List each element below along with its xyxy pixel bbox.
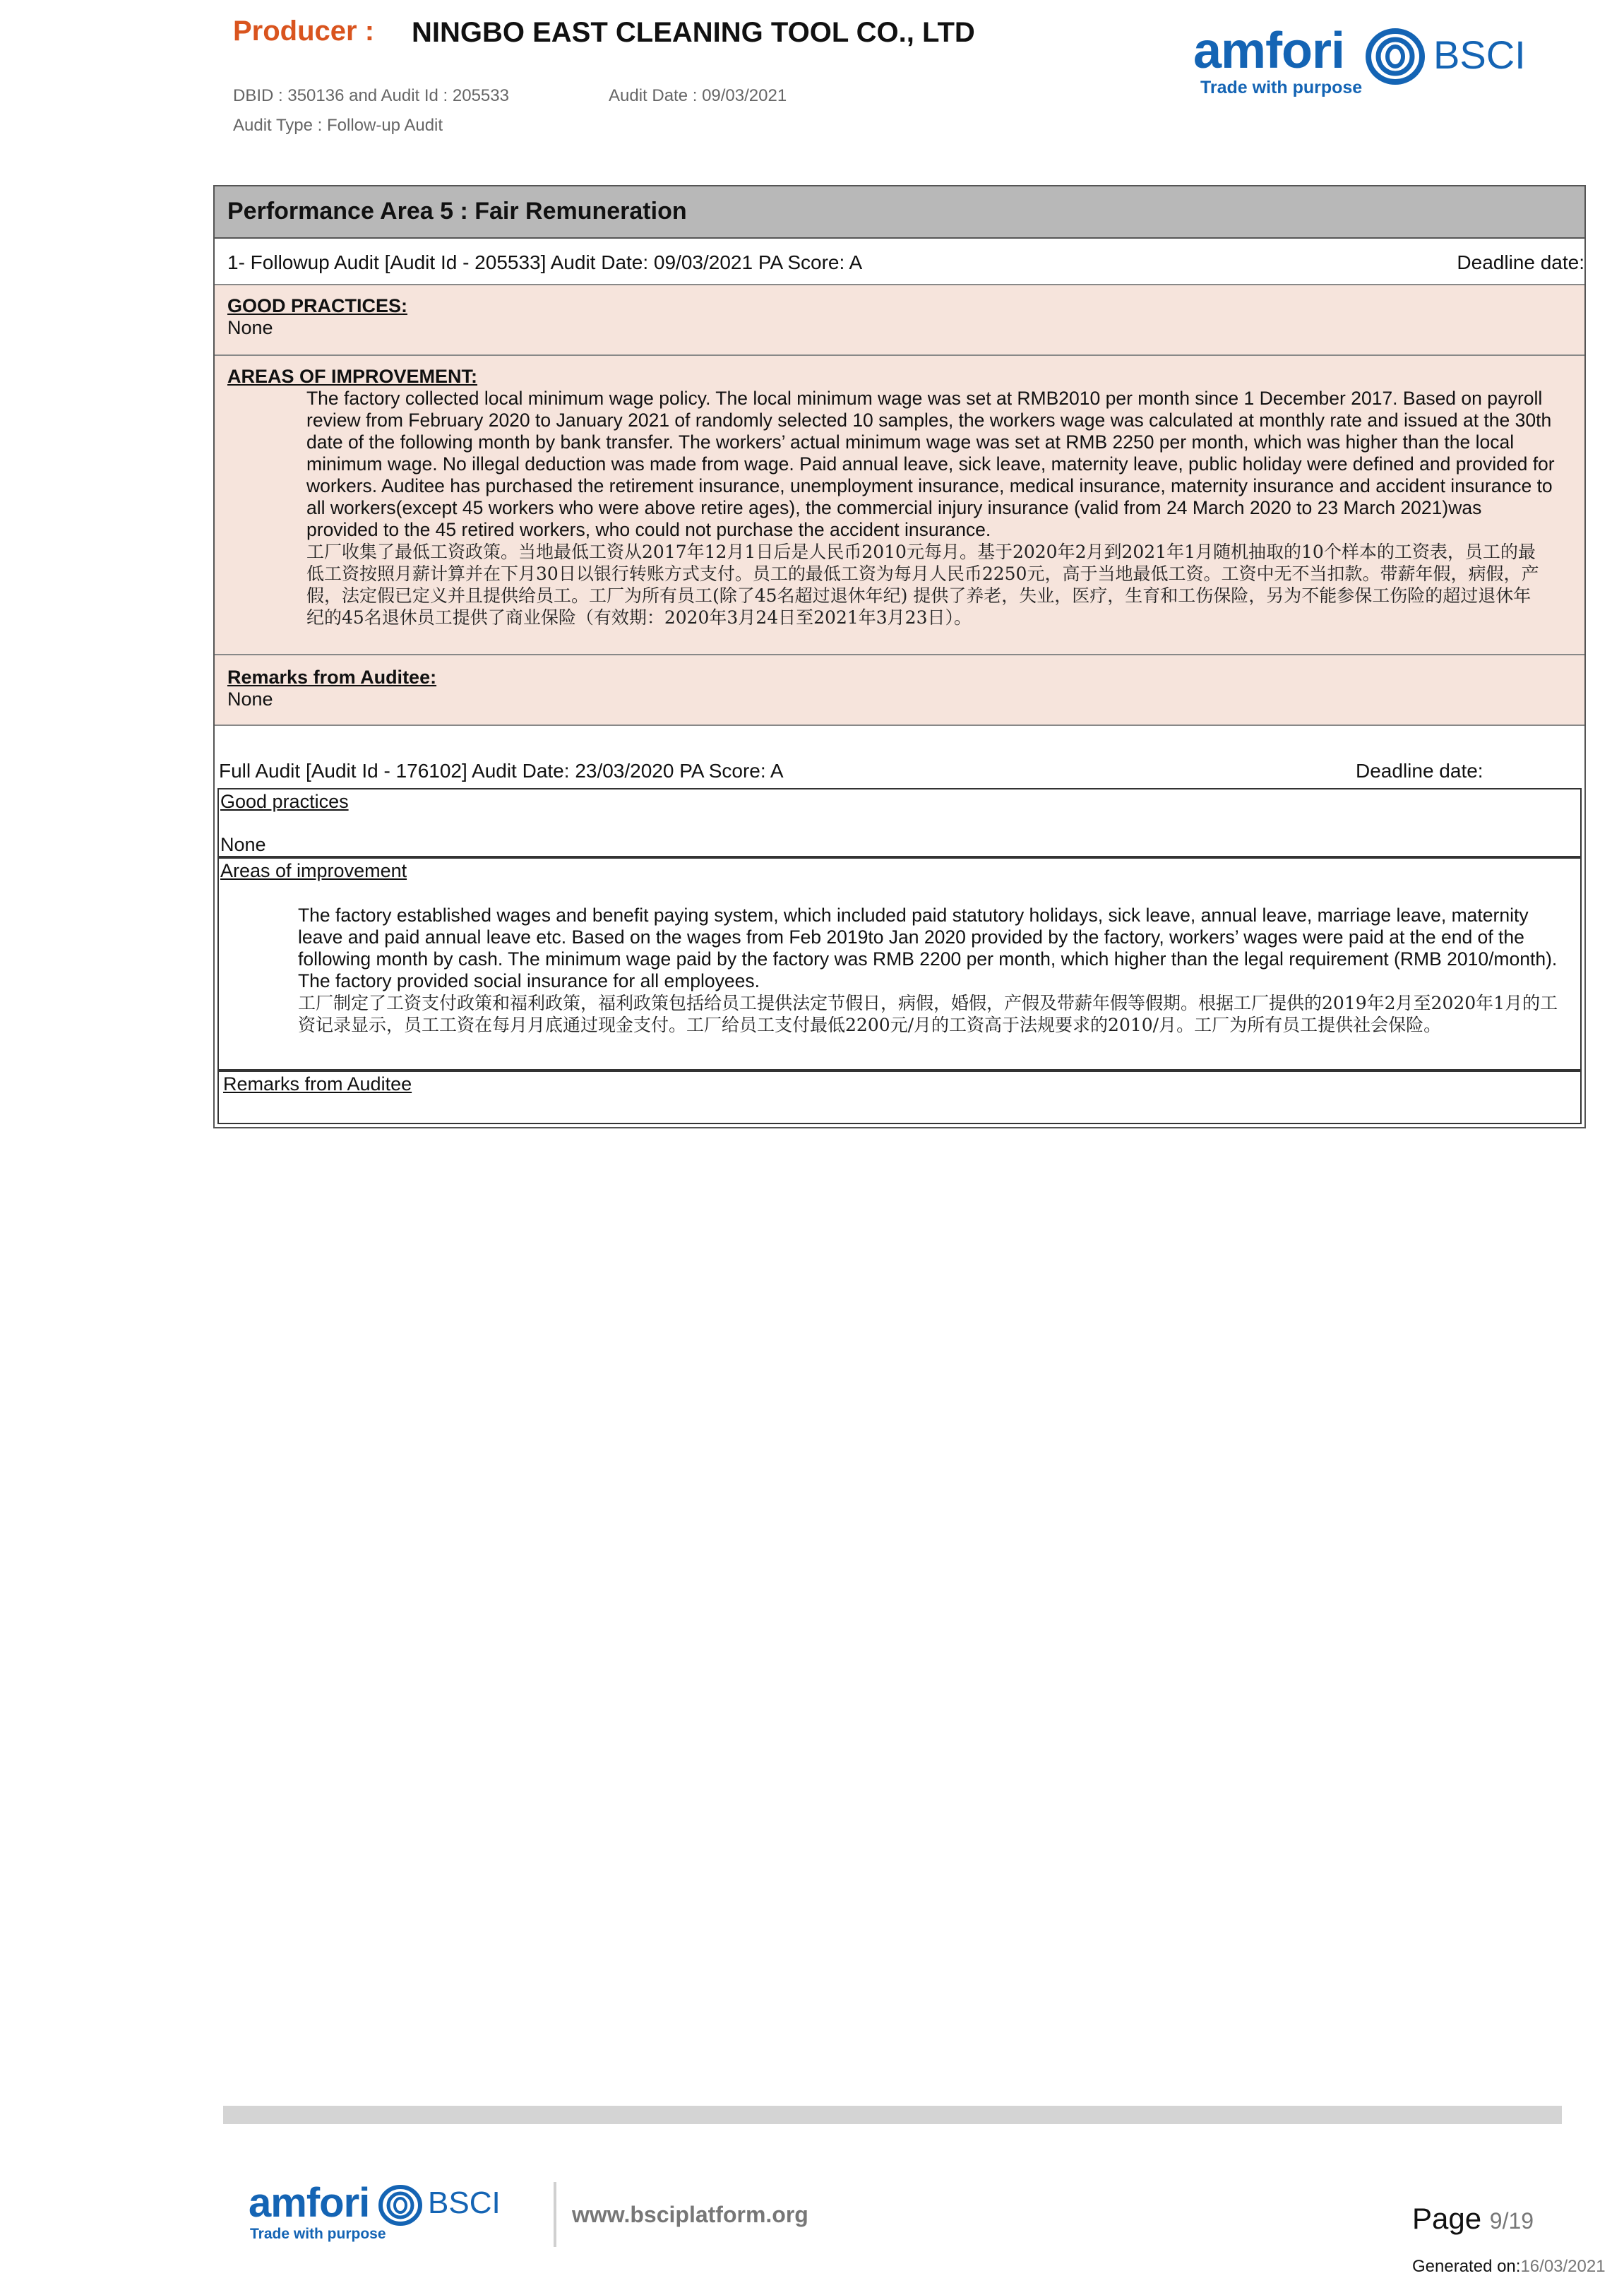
footer-logo-word: amfori — [249, 2180, 370, 2226]
areas-of-improvement-heading: AREAS OF IMPROVEMENT: — [227, 366, 478, 387]
footer-logo — [249, 2180, 501, 2242]
dbid-line: DBID : 350136 and Audit Id : 205533 — [233, 86, 509, 105]
good-practices-heading: GOOD PRACTICES: — [227, 295, 408, 316]
generated-label: Generated on: — [1412, 2257, 1521, 2276]
footer-bar — [223, 2106, 1562, 2124]
producer-label: Producer : — [233, 16, 375, 47]
logo-bsci: BSCI — [1433, 32, 1526, 77]
footer-logo-tagline: Trade with purpose — [250, 2226, 386, 2242]
full-good-practices-heading: Good practices — [220, 791, 349, 812]
full-areas-box — [217, 857, 1582, 1071]
footer-url: www.bsciplatform.org — [572, 2202, 808, 2227]
logo-tagline: Trade with purpose — [1200, 78, 1363, 97]
remarks-section — [215, 655, 1584, 726]
full-areas-chinese: 工厂制定了工资支付政策和福利政策，福利政策包括给员工提供法定节假日，病假，婚假，产假及带薪年假等假期。根据工厂提供的2019年2月至2020年1月的工资记录显示，员工工资在每月月底通过现金支付。工厂给员工支付最低2200元/月的工资高于法规要求的2010/月。工厂为所有员工提供社会保险。 — [298, 993, 1558, 1035]
audit-type: Audit Type : Follow-up Audit — [233, 116, 443, 135]
generated-date: 16/03/2021 — [1520, 2257, 1606, 2276]
followup-audit-text: 1- Followup Audit [Audit Id - 205533] Audit Date: 09/03/2021 PA Score: A — [227, 251, 863, 273]
followup-deadline: Deadline date: — [1457, 251, 1584, 273]
footer-logo-bsci: BSCI — [428, 2186, 501, 2220]
full-audit-deadline: Deadline date: — [1356, 760, 1483, 782]
full-remarks-heading: Remarks from Auditee — [223, 1073, 412, 1095]
producer-name: NINGBO EAST CLEANING TOOL CO., LTD — [412, 17, 975, 48]
full-good-practices-text: None — [220, 834, 266, 855]
page-number: 9/19 — [1489, 2208, 1534, 2234]
bsci-ring-icon — [1366, 28, 1425, 85]
followup-audit-line — [215, 239, 1584, 285]
areas-of-improvement-chinese: 工厂收集了最低工资政策。当地最低工资从2017年12月1日后是人民币2010元每月。基于2020年2月到2021年1月随机抽取的10个样本的工资表，员工的最低工资按照月薪计算并在下月30日以银行转账方式支付。员工的最低工资为每月人民币2250元，高于当地最低工资。工资中无不当扣款。带薪年假，病假，产假，法定假已定义并且提供给员工。工厂为所有员工(除了45名超过退休年纪) 提供了养老，失业，医疗，生育和工伤保险，另为不能参保工伤险的超过退休年纪的45名退休员工提供了商业保险（有效期：2020年3月24日至2021年3月23日）。 — [306, 542, 1539, 628]
remarks-heading: Remarks from Auditee: — [227, 667, 437, 688]
performance-area-box — [213, 185, 1586, 1128]
full-areas-english: The factory established wages and benefit paying system, which included paid statutory holidays, sick leave, annual leave, marriage leave, maternity leave and paid annual leave etc. Based on the wages from Feb 2019to Jan 2020 provided by the factory, workers’ wages were paid at the end of the following month by cash. The minimum wage paid by the factory was RMB 2200 per month, which higher than the legal requirement (RMB 2010/month). The factory provided social insurance for all employees. — [298, 905, 1558, 991]
good-practices-text: None — [227, 317, 273, 338]
page-label: Page — [1412, 2202, 1482, 2235]
logo-word: amfori — [1193, 23, 1345, 79]
amfori-bsci-logo — [1193, 25, 1532, 103]
full-audit-line: Full Audit [Audit Id - 176102] Audit Date: 23/03/2020 PA Score: A — [219, 760, 784, 782]
good-practices-section — [215, 285, 1584, 356]
footer-separator — [554, 2182, 556, 2247]
generated-on — [1412, 2257, 1606, 2277]
page-indicator — [1412, 2202, 1534, 2236]
full-remarks-box — [217, 1071, 1582, 1124]
audit-date: Audit Date : 09/03/2021 — [609, 86, 787, 105]
remarks-text: None — [227, 689, 273, 710]
full-good-practices-box — [217, 788, 1582, 857]
performance-area-title: Performance Area 5 : Fair Remuneration — [215, 186, 1584, 239]
areas-of-improvement-english: The factory collected local minimum wage policy. The local minimum wage was set at RMB2010 per month since 1 December 2017. Based on payroll review from February 2020 to January 2021 of randomly selected 10 samples, the workers wage was calculated at monthly rate and issued at the 30th date of the following month by bank transfer. The workers’ actual minimum wage was set at RMB 2250 per month, which was higher than the local minimum wage. No illegal deduction was made from wage. Paid annual leave, sick leave, maternity leave, public holiday were defined and provided for workers. Auditee has purchased the retirement insurance, unemployment insurance, medical insurance, maternity insurance and accident insurance to all workers(except 45 workers who were above retire ages), the commercial injury insurance (valid from 24 March 2020 to 23 March 2021)was provided to the 45 retired workers, who could not purchase the accident insurance. — [306, 388, 1555, 540]
areas-of-improvement-section — [215, 356, 1584, 655]
footer-bsci-ring-icon — [378, 2185, 422, 2226]
full-areas-heading: Areas of improvement — [220, 860, 407, 881]
